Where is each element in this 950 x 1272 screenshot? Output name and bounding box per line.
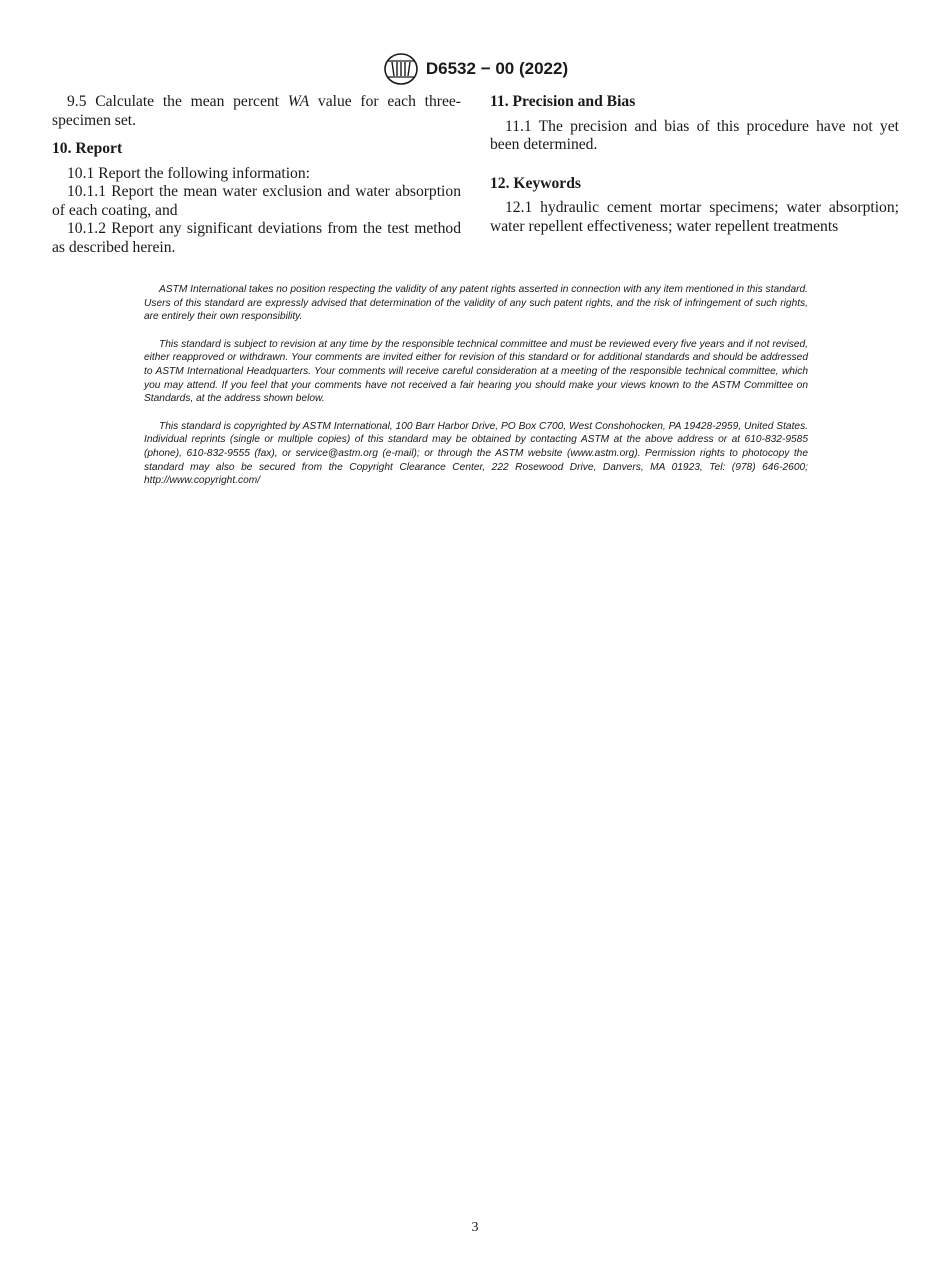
patent-notice: ASTM International takes no position respecting the validity of any patent rights asserted in connection with any item mentioned in this standard. Users of this standard are expressly advised that determination of the validity of any such patent rights, and the risk of infringement of such rights, are entirely their own responsibility. <box>144 284 808 323</box>
paragraph-9-5 <box>52 93 461 130</box>
left-column <box>52 93 461 257</box>
paragraph-9-5-text-b: value for each three-specimen set. <box>52 93 461 129</box>
page-number: 3 <box>471 1220 479 1235</box>
astm-logo <box>382 52 420 86</box>
copyright-notice: This standard is copyrighted by ASTM International, 100 Barr Harbor Drive, PO Box C700, West Conshohocken, PA 19428-2959, United States. Individual reprints (single or multiple copies) of this standard may be obtained by contacting ASTM at the above address or at 610-832-9585 (phone), 610-832-9555 (fax), or service@astm.org (e-mail); or through the ASTM website (www.astm.org). Permission rights to photocopy the standard may also be secured from the Copyright Clearance Center, 222 Rosewood Drive, Danvers, MA 01923, Tel: (978) 646-2600; http://www.copyright.com/ <box>144 420 808 487</box>
section-10-heading: 10. Report <box>52 140 123 157</box>
paragraph-11-1: 11.1 The precision and bias of this procedure have not yet been determined. <box>490 117 899 153</box>
section-11-heading: 11. Precision and Bias <box>490 93 636 110</box>
paragraph-9-5-text-a: 9.5 Calculate the mean percent <box>67 93 288 110</box>
legal-notices <box>144 283 808 502</box>
variable-wa: WA <box>287 93 310 110</box>
standard-designation: D6532 − 00 (2022) <box>425 59 569 78</box>
revision-notice: This standard is subject to revision at any time by the responsible technical committee and must be reviewed every five years and if not revised, either reapproved or withdrawn. Your comments are invited either for revision of this standard or for additional standards and should be addressed to ASTM International Headquarters. Your comments will receive careful consideration at a meeting of the responsible technical committee, which you may attend. If you feel that your comments have not received a fair hearing you should make your views known to the ASTM Committee on Standards, at the address shown below. <box>144 338 808 405</box>
section-12-heading: 12. Keywords <box>490 174 581 192</box>
page-header <box>0 52 950 86</box>
paragraph-10-1-1: 10.1.1 Report the mean water exclusion and water absorption of each coating, and <box>52 183 461 219</box>
right-column <box>490 93 899 236</box>
paragraph-10-1: 10.1 Report the following information: <box>67 164 310 182</box>
paragraph-10-1-2: 10.1.2 Report any significant deviations from the test method as described herein. <box>52 220 461 256</box>
paragraph-12-1: 12.1 hydraulic cement mortar specimens; water absorption; water repellent effectiveness; water repellent treatments <box>490 199 899 235</box>
